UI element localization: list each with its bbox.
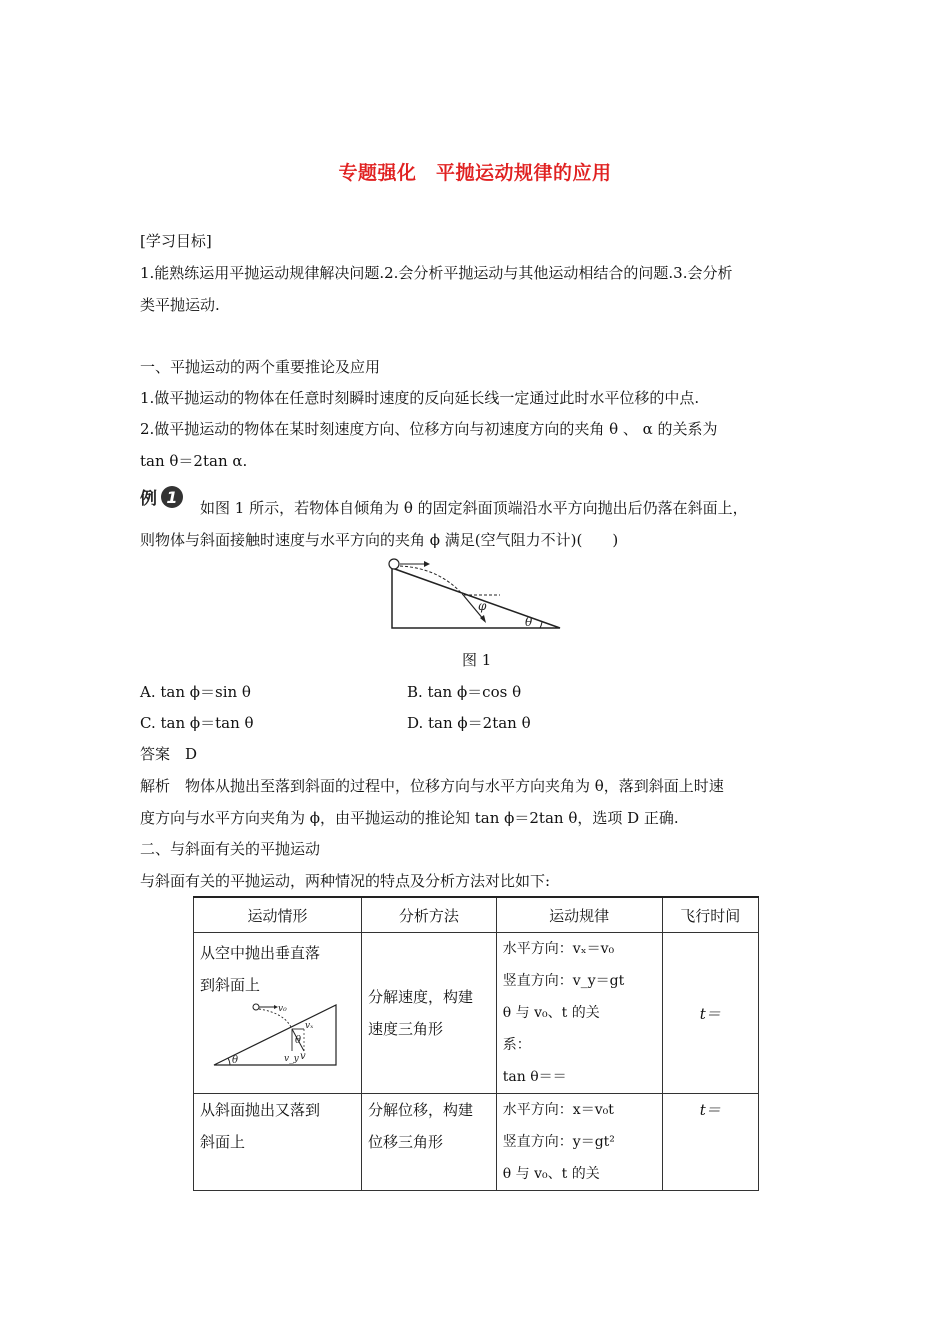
row-2-law-line-1: 水平方向：x＝v₀t [502, 1102, 614, 1118]
section-1-paragraph-2-line-1: 2.做平抛运动的物体在某时刻速度方向、位移方向与初速度方向的夹角 θ 、 α 的关系为 [140, 420, 718, 438]
theta-label: θ [525, 615, 533, 629]
analysis-line-2: 度方向与水平方向夹角为 ϕ，由平抛运动的推论知 tan ϕ＝2tan θ，选项 D 正确. [140, 809, 679, 827]
example-number: 1 [166, 488, 178, 507]
option-c: C. tan ϕ＝tan θ [140, 714, 254, 732]
table-header-law: 运动规律 [496, 897, 662, 933]
theta-label-base: θ [232, 1055, 239, 1066]
section-1-paragraph-1: 1.做平抛运动的物体在任意时刻瞬时速度的反向延长线一定通过此时水平位移的中点. [140, 389, 700, 407]
row-1-time: t＝ [699, 1004, 721, 1023]
option-d: D. tan ϕ＝2tan θ [407, 714, 531, 732]
row-1-case-cell [194, 933, 362, 1094]
example-badge [140, 485, 188, 515]
row-1-method-line-1: 分解速度，构建 [367, 988, 473, 1006]
row-2-law-cell [496, 1094, 662, 1191]
row-1-time-cell [662, 933, 758, 1094]
row-2-time-cell [662, 1094, 758, 1191]
section-2-heading: 二、与斜面有关的平抛运动 [140, 840, 321, 858]
vx-label: vₓ [305, 1021, 314, 1031]
row-1-method-line-2: 速度三角形 [367, 1020, 443, 1038]
vy-label: v_y [284, 1054, 299, 1064]
trajectory-dashed [400, 566, 464, 596]
analysis-line-1: 解析 物体从抛出至落到斜面的过程中，位移方向与水平方向夹角为 θ，落到斜面上时速 [140, 777, 724, 795]
row-1-method-cell [361, 933, 496, 1094]
row-2-method-line-2: 位移三角形 [367, 1133, 443, 1151]
section-1-paragraph-2-line-2: tan θ＝2tan α. [140, 452, 248, 470]
row-2-time: t＝ [699, 1101, 721, 1119]
page-title: 专题强化 平抛运动规律的应用 [338, 162, 612, 184]
row-2-law-line-3: θ 与 v₀、t 的关 [502, 1166, 600, 1182]
table-row [194, 933, 759, 1094]
option-a: A. tan ϕ＝sin θ [140, 683, 251, 701]
trajectory-dashed [259, 1009, 292, 1029]
ball-icon [389, 559, 399, 569]
theta-label-inner: θ [295, 1035, 302, 1046]
objectives-line-2: 类平抛运动. [140, 296, 220, 314]
row-1-law-line-1: 水平方向：vₓ＝v₀ [502, 941, 615, 957]
row-1-law-line-3: θ 与 v₀、t 的关 [502, 1005, 600, 1021]
row-1-law-line-2: 竖直方向：v_y＝gt [502, 973, 625, 989]
table-header-case: 运动情形 [194, 897, 362, 933]
answer: 答案 D [140, 745, 198, 763]
initial-velocity-arrowhead [424, 561, 430, 567]
example-label: 例 [140, 489, 157, 509]
theta-arc [540, 622, 542, 628]
objectives-heading: [学习目标] [140, 232, 212, 250]
v-label: v [300, 1051, 306, 1062]
example-line-1: 如图 1 所示，若物体自倾角为 θ 的固定斜面顶端沿水平方向抛出后仍落在斜面上， [200, 499, 748, 517]
row-2-case-cell [194, 1094, 362, 1191]
section-1-heading: 一、平抛运动的两个重要推论及应用 [140, 358, 381, 376]
v0-label: v₀ [278, 1004, 287, 1014]
row-1-case-line-1: 从空中抛出垂直落 [200, 944, 321, 962]
row-2-case-line-1: 从斜面抛出又落到 [200, 1101, 321, 1119]
incline-triangle [392, 568, 560, 628]
row-2-method-cell [361, 1094, 496, 1191]
section-2-intro: 与斜面有关的平抛运动，两种情况的特点及分析方法对比如下: [140, 872, 551, 890]
table-header-method: 分析方法 [361, 897, 496, 933]
row-2-method-line-1: 分解位移，构建 [367, 1101, 473, 1119]
row-1-case-line-2: 到斜面上 [200, 976, 261, 994]
row-2-case-line-2: 斜面上 [200, 1133, 246, 1151]
figure-1-caption: 图 1 [462, 651, 492, 669]
objectives-line-1: 1.能熟练运用平抛运动规律解决问题.2.会分析平抛运动与其他运动相结合的问题.3.会分析 [140, 264, 733, 282]
theta-arc [228, 1058, 230, 1065]
figure-1-incline-diagram [380, 558, 570, 638]
example-line-2: 则物体与斜面接触时速度与水平方向的夹角 ϕ 满足(空气阻力不计)( ) [140, 531, 619, 549]
row-1-law-line-5: tan θ＝＝ [502, 1069, 567, 1085]
row-2-law-line-2: 竖直方向：y＝gt² [502, 1134, 615, 1150]
comparison-table [193, 896, 759, 1191]
option-b: B. tan ϕ＝cos θ [407, 683, 522, 701]
table-header-time: 飞行时间 [662, 897, 758, 933]
ball-icon [253, 1004, 259, 1010]
row-1-law-line-4: 系： [502, 1037, 531, 1053]
table-row [194, 1094, 759, 1191]
row-1-law-cell [496, 933, 662, 1094]
phi-label: φ [478, 599, 487, 613]
table-header-row [194, 897, 759, 933]
row-1-incline-diagram [200, 1001, 350, 1071]
